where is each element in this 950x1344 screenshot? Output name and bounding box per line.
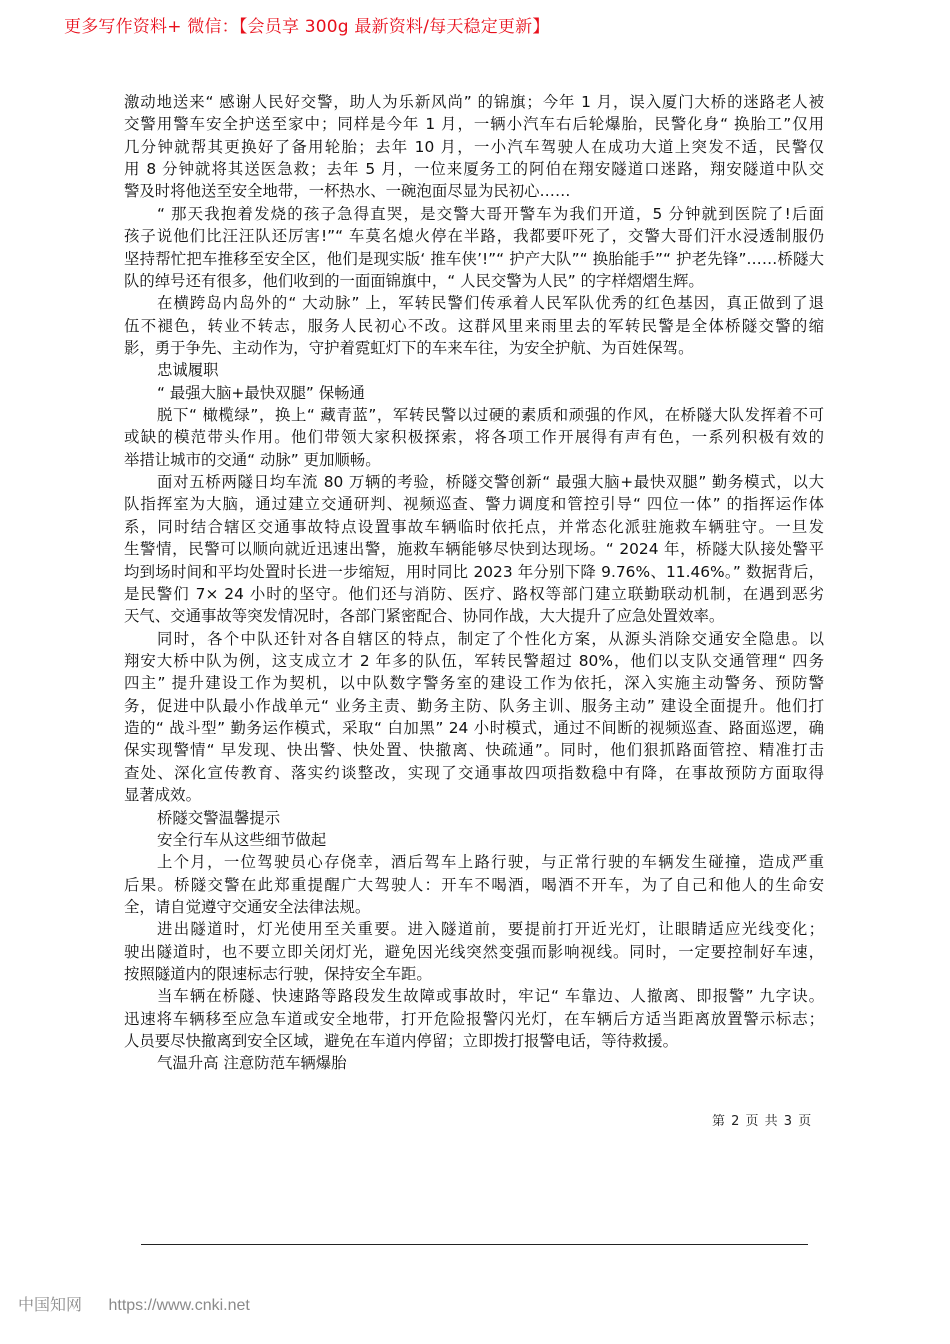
text-line: 影，勇于争先、主动作为，守护着霓虹灯下的车来车往，为安全护航、为百姓保驾。 — [124, 338, 694, 357]
text-line: 队指挥室为大脑，通过建立交通研判、视频巡查、警力调度和管控引导“ 四位一体” 的指挥运作体 — [124, 495, 824, 514]
text-line: 用 8 分钟就将其送医急救；去年 5 月，一位来厦务工的阿伯在翔安隧道口迷路，翔安隧道中队交 — [124, 160, 824, 179]
text-line: 按照隧道内的限速标志行驶，保持安全车距。 — [124, 965, 432, 984]
text-line: 面对五桥两隧日均车流 80 万辆的考验，桥隧交警创新“ 最强大脑+最快双腿” 勤务模式，以大 — [157, 473, 824, 492]
text-line: 迅速将车辆移至应急车道或安全地带，打开危险报警闪光灯，在车辆后方适当距离放置警示标志； — [124, 1009, 824, 1028]
text-line: 翔安大桥中队为例，这支成立才 2 年多的队伍，军转民警超过 80%，他们以支队交通管理“ 四务 — [124, 651, 824, 670]
text-line: 保实现警情“ 早发现、快出警、快处置、快撤离、快疏通”。同时，他们狠抓路面管控、精准打击 — [124, 741, 824, 760]
text-line: “ 那天我抱着发烧的孩子急得直哭，是交警大哥开警车为我们开道，5 分钟就到医院了!后面 — [157, 204, 824, 223]
text-line: 是民警们 7× 24 小时的坚守。他们还与消防、医疗、路权等部门建立联勤联动机制，在遇到恶劣 — [124, 584, 824, 603]
page-number: 第 2 页 共 3 页 — [712, 1114, 813, 1129]
text-line: 均到场时间和平均处置时长进一步缩短，用时同比 2023 年分别下降 9.76%、11.46%。” 数据背后， — [124, 562, 824, 581]
text-line: 当车辆在桥隧、快速路等路段发生故障或事故时，牢记“ 车靠边、人撤离、即报警” 九字诀。 — [157, 987, 824, 1006]
text-line: 交警用警车安全护送至家中；同样是今年 1 月，一辆小汽车右后轮爆胎，民警化身“ 换胎工”仅用 — [124, 115, 824, 134]
text-line: 驶出隧道时，也不要立即关闭灯光，避免因光线突然变强而影响视线。同时，一定要控制好车速， — [124, 942, 824, 961]
text-line: 坚持帮忙把车推移至安全区，他们是现实版‘ 推车侠’!”“ 护产大队”“ 换胎能手”“ 护老先锋”……桥隧大 — [124, 249, 824, 268]
text-line: 桥隧交警温馨提示 — [157, 808, 281, 827]
text-line: 进出隧道时，灯光使用至关重要。进入隧道前，要提前打开近光灯，让眼睛适应光线变化； — [157, 920, 824, 939]
text-line: 伍不褪色，转业不转志，服务人民初心不改。这群风里来雨里去的军转民警是全体桥隧交警的缩 — [124, 316, 824, 335]
text-line: 造的“ 战斗型” 勤务运作模式，采取“ 白加黑” 24 小时模式，通过不间断的视频巡查、路面巡逻，确 — [124, 719, 824, 738]
text-line: 脱下“ 橄榄绿”，换上“ 藏青蓝”，军转民警以过硬的素质和顽强的作风，在桥隧大队发挥着不可 — [157, 406, 824, 425]
text-line: 队的绰号还有很多，他们收到的一面面锦旗中，“ 人民交警为人民” 的字样熠熠生辉。 — [124, 271, 704, 290]
text-line: 上个月，一位驾驶员心存侥幸，酒后驾车上路行驶，与正常行驶的车辆发生碰撞，造成严重 — [157, 853, 824, 872]
footer-url[interactable]: https://www.cnki.net — [108, 1297, 250, 1314]
text-line: 孩子说他们比汪汪队还厉害!”“ 车莫名熄火停在半路，我都要吓死了，交警大哥们汗水浸透制服仍 — [124, 227, 824, 246]
text-line: 同时，各个中队还针对各自辖区的特点，制定了个性化方案，从源头消除交通安全隐患。以 — [157, 629, 824, 648]
text-line: 务，促进中队最小作战单元“ 业务主责、勤务主防、队务主训、服务主动” 建设全面提升。他们打 — [124, 696, 824, 715]
text-line: “ 最强大脑+最快双腿” 保畅通 — [157, 383, 365, 402]
text-line: 忠诚履职 — [157, 361, 219, 380]
text-line: 全，请自觉遵守交通安全法律法规。 — [124, 897, 371, 916]
text-line: 系，同时结合辖区交通事故特点设置事故车辆临时依托点，并常态化派驻施救车辆驻守。一旦发 — [124, 517, 824, 536]
text-line: 四主” 提升建设工作为契机，以中队数字警务室的建设工作为依托，深入实施主动警务、预防警 — [124, 674, 824, 693]
text-line: 显著成效。 — [124, 786, 201, 805]
text-line: 查处、深化宣传教育、落实约谈整改，实现了交通事故四项指数稳中有降，在事故预防方面取得 — [124, 763, 824, 782]
text-line: 后果。桥隧交警在此郑重提醒广大驾驶人：开车不喝酒，喝酒不开车，为了自己和他人的生命安 — [124, 875, 824, 894]
text-line: 举措让城市的交通“ 动脉” 更加顺畅。 — [124, 450, 381, 469]
article-body — [124, 91, 824, 1075]
text-line: 生警情，民警可以顺向就近迅速出警，施救车辆能够尽快到达现场。“ 2024 年，桥隧大队接处警平 — [124, 540, 824, 559]
text-line: 几分钟就帮其更换好了备用轮胎；去年 10 月，一小汽车驾驶人在成功大道上突发不适，民警仅 — [124, 137, 824, 156]
footer-divider — [141, 1244, 808, 1245]
text-line: 警及时将他送至安全地带，一杯热水、一碗泡面尽显为民初心…… — [124, 182, 571, 201]
text-line: 安全行车从这些细节做起 — [157, 830, 327, 849]
text-line: 人员要尽快撤离到安全区域，避免在车道内停留；立即拨打报警电话，等待救援。 — [124, 1032, 679, 1051]
footer-watermark — [18, 1292, 250, 1315]
text-line: 或缺的模范带头作用。他们带领大家积极探索，将各项工作开展得有声有色，一系列积极有效的 — [124, 428, 824, 447]
text-line: 天气、交通事故等突发情况时，各部门紧密配合、协同作战，大大提升了应急处置效率。 — [124, 607, 725, 626]
promo-banner: 更多写作资料+ 微信：【会员享 300g 最新资料/每天稳定更新】 — [64, 17, 550, 37]
text-line: 气温升高 注意防范车辆爆胎 — [157, 1054, 347, 1073]
text-line: 激动地送来“ 感谢人民好交警，助人为乐新风尚” 的锦旗；今年 1 月，误入厦门大桥的迷路老人被 — [124, 93, 824, 111]
text-line: 在横跨岛内岛外的“ 大动脉” 上，军转民警们传承着人民军队优秀的红色基因，真正做到了退 — [157, 294, 824, 313]
footer-site-name: 中国知网 — [18, 1297, 83, 1314]
